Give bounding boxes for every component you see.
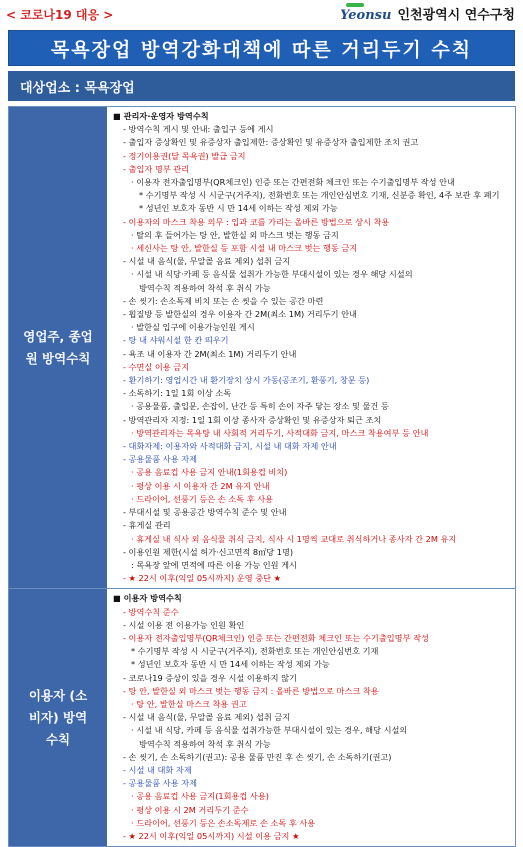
rule-line: - 부대시설 및 공용공간 방역수칙 준수 및 안내 [123,507,287,518]
rule-line: · 탕 안, 발한실 마스크 착용 권고 [131,698,247,709]
rule-line: ■ 관리자·운영자 방역수칙 [113,111,209,121]
target-business: 대상업소 : 목욕장업 [20,80,135,96]
rule-line: · 이용자 전자출입명부(QR체크인) 인증 또는 간편전화 체크인 또는 수기출입명부 작성 안내 [131,177,455,188]
rule-line: - 방역수칙 준수 [123,606,179,617]
rule-line: · 탈의 후 들어가는 탕 안, 발한실 외 마스크 벗는 행동 금지 [131,229,339,240]
rule-line: - 욕조 내 이용자 간 2M(최소 1M) 거리두기 안내 [123,348,297,359]
rule-line: - 휴게실 관리 [123,520,171,531]
rule-line: · 방역관리자는 목욕탕 내 사회적 거리두기, 사적대화 금지, 마스크 착용여부 등 안내 [131,427,429,438]
title-bar [8,30,515,66]
rule-line: - 손 씻기, 손 소독하기(권고): 공용 물품 만진 후 손 씻기, 손 소독하기(권고) [123,751,392,762]
rule-line: · 드라이어, 선풍기 등은 손소독제로 손 소독 후 사용 [131,817,316,828]
rule-line: - 이용자의 마스크 착용 의무 : 입과 코를 가리는 올바른 방법으로 상시 착용 [123,216,390,227]
rule-line: - 시설 내 음식(물, 무알콜 음료 제외) 섭취 금지 [123,256,291,267]
rule-line: · 발한실 입구에 이용가능인원 게시 [131,322,255,333]
section-user [9,588,515,846]
rule-line: - 환기하기: 영업시간 내 환기장치 상시 가동(공조기, 환풍기, 창문 등) [123,375,370,386]
rule-line: ■ 이용자 방역수칙 [113,593,182,604]
rule-line: - 시설 이용 전 이용가능 인원 확인 [123,619,245,630]
rule-line: - 공용물품 사용 자제 [123,454,198,465]
section-content-operator [107,107,515,588]
rule-line: - 이용자 전자출입명부(QR체크인) 인증 또는 간편전화 체크인 또는 수기출입명부 작성 [123,632,429,643]
rule-line: - 탕 안, 발한실 외 마스크 벗는 행동 금지 : 올바른 방법으로 마스크 착용 [123,685,379,696]
yeonsu-logo [340,5,391,23]
rules-table [8,106,516,847]
rule-line: - 손 씻기: 손소독제 비치 또는 손 씻을 수 있는 공간 마련 [123,295,324,306]
rule-line: - 방역수칙 게시 및 안내: 출입구 등에 게시 [123,124,274,135]
section-label-user: 이용자 (소비자) 방역수칙 [9,589,107,846]
rule-line: · 시설 내 식당, 카페 등 음식물 섭취가능한 부대시설이 있는 경우, 해당 시설의 [131,725,408,736]
rule-line: · 시설 내 식당·카페 등 음식물 섭취가 가능한 부대시설이 있는 경우 해당 시설의 [131,269,413,280]
rule-line: * 성년인 보호자 동반 시 만 14세 이하는 작성 제외 가능 [131,659,330,670]
rule-line: - 탕 내 샤워시설 한 칸 띄우기 [123,335,229,346]
leaf-icon [346,3,364,7]
rule-line: - 공용물품 사용 자제 [123,778,198,789]
rule-line: · 공용물품, 출입문, 손잡이, 난간 등 특히 손이 자주 닿는 장소 및 물건 등 [131,401,389,412]
brand [340,4,515,23]
covid-tag: < 코로나19 대응 > [6,8,114,22]
rule-line: * 성년인 보호자 동반 시 만 14세 이하는 작성 제외 가능 [139,203,338,214]
rule-line: - 출입자 명부 관리 [123,163,190,174]
rule-line: - ★ 22시 이후(익일 05시까지) 시설 이용 금지 ★ [123,830,300,841]
rule-line: - 휩질방 등 발한실의 경우 이용자 간 2M(최소 1M) 거리두기 안내 [123,309,357,320]
rule-line: - 수면실 이용 금지 [123,361,190,372]
rule-line: - 코로나19 증상이 있을 경우 시설 이용하지 않기 [123,672,297,683]
rule-line: - 방역관리자 지정: 1일 1회 이상 종사자 증상확인 및 유증상자 퇴근 조치 [123,414,382,425]
rule-line: * 수기명부 작성 시 시군구(거주지), 전화번호 또는 개인안심번호 기재 [131,646,379,657]
rule-line: - 출입자 증상확인 및 유증상자 출입제한: 증상확인 및 유증상자 출입제한 조치 권고 [123,137,419,148]
rule-line: 방역수칙 적용하여 착석 후 취식 가능 [139,738,271,749]
rule-line: - 정기이용권(달 목욕권) 발급 금지 [123,150,246,161]
rule-line: - 시설 내 대화 자제 [123,764,192,775]
page-title: 목욕장업 방역강화대책에 따른 거리두기 수칙 [50,38,473,61]
rule-line: - ★ 22시 이후(익일 05시까지) 운영 중단 ★ [123,573,281,584]
logo-text: Yeonsu [340,7,392,23]
rule-line: : 목욕장 앞에 면적에 따른 이용 가능 인원 게시 [131,559,297,570]
rule-line: · 공용 음료컵 사용 금지(1회용컵 사용) [131,791,269,802]
rule-line: · 평상 이용 시 2M 거리두기 준수 [131,804,249,815]
top-header [0,0,523,30]
rule-line: - 시설 내 음식(물, 무알콜 음료 제외) 섭취 금지 [123,712,291,723]
rule-line: · 휴게실 내 식사 외 음식물 취식 금지, 식사 시 1명씩 교대로 취식하거나 종사자 간 2M 유지 [131,533,457,544]
org-name: 인천광역시 연수구청 [397,8,515,23]
section-content-user [107,589,515,846]
rule-line: · 드라이어, 선풍기 등은 손 소독 후 사용 [131,493,274,504]
section-operator [9,107,515,588]
subject-bar [8,71,515,101]
rule-line: · 공용 음료컵 사용 금지 안내(1회용컵 비치) [131,467,288,478]
rule-line: - 대화자제: 이용자와 사적대화 금지, 시설 내 대화 자제 안내 [123,441,337,452]
rule-line: 방역수칙 적용하여 착석 후 취식 가능 [139,282,271,293]
rule-line: - 소독하기: 1일 1회 이상 소독 [123,388,232,399]
rule-line: * 수기명부 작성 시 시군구(거주지), 전화번호 또는 개인안심번호 기재, 신분증 확인, 4주 보관 후 폐기 [139,190,500,201]
rule-line: - 이용인원 제한(시설 허가·신고면적 8㎡당 1명) [123,546,294,557]
section-label-operator: 영업주, 종업원 방역수칙 [9,107,107,588]
rule-line: · 세신사는 탕 안, 발한실 등 포함 시설 내 마스크 벗는 행동 금지 [131,243,358,254]
rule-line: · 평상 이용 시 이용자 간 2M 유지 안내 [131,480,270,491]
